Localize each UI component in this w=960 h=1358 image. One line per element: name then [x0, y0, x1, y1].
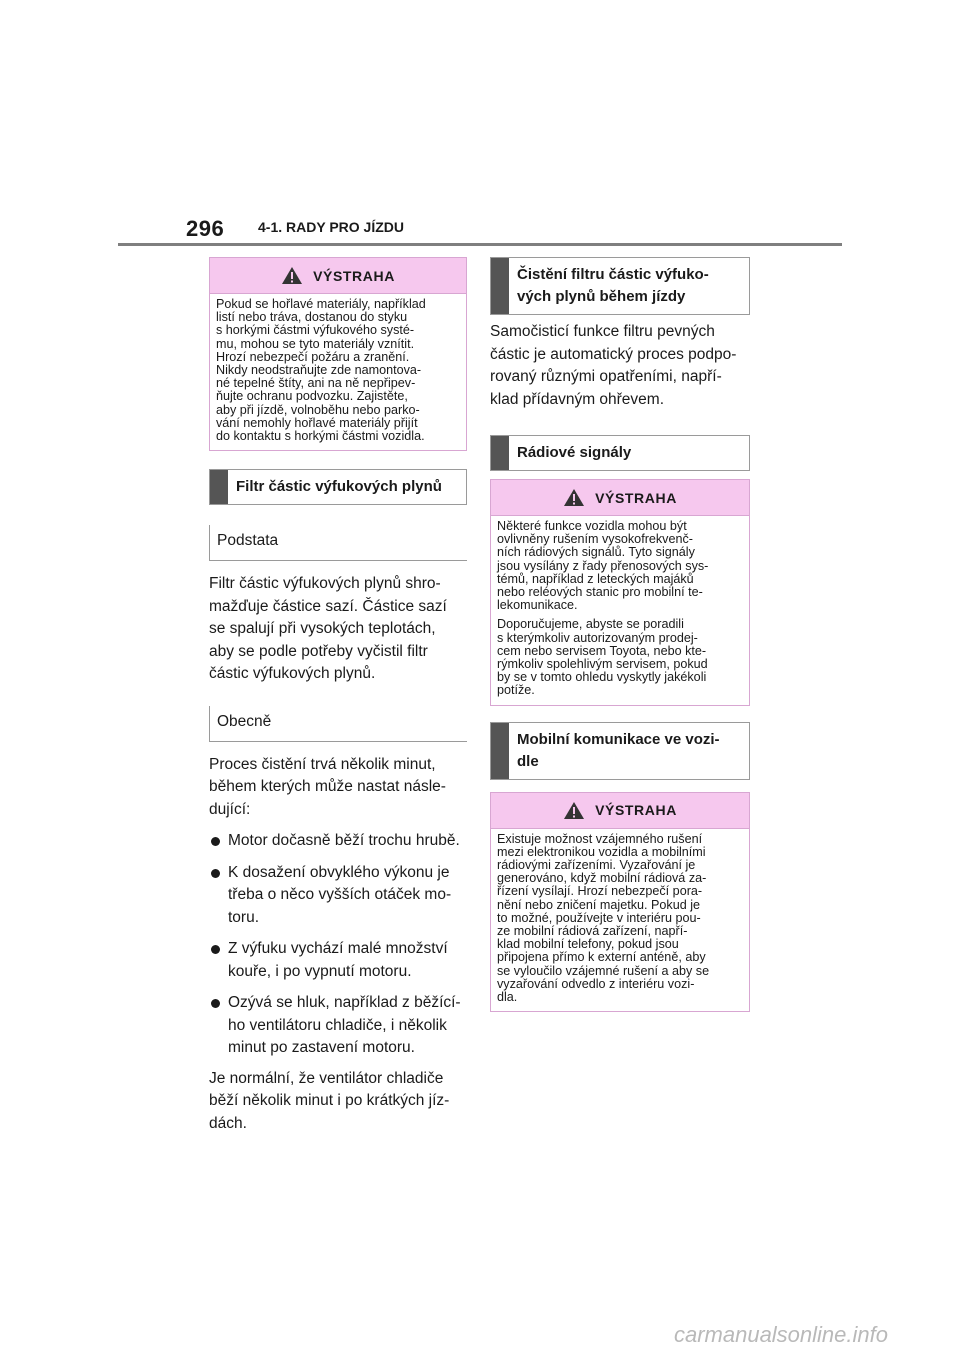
warning-box-mobile [490, 792, 750, 1013]
section-heading-text: Mobilní komunikace ve vozi- dle [517, 730, 720, 770]
right-column [490, 257, 750, 1012]
warning-title: VÝSTRAHA [595, 802, 677, 819]
paragraph-obecne: Proces čistění trvá několik minut, během kterých může nastat násle- dující: [209, 755, 446, 818]
list-item: K dosažení obvyklého výkonu je třeba o něco vyšších otáček mo- toru. [209, 862, 467, 930]
list-item: Ozývá se hluk, například z běžící- ho ventilátoru chladiče, i několik minut po zastavení motoru. [209, 992, 467, 1060]
warning-box-radio [490, 479, 750, 706]
warning-triangle-icon [563, 801, 585, 820]
section-heading-text: Filtr částic výfukových plynů [236, 478, 442, 496]
bullet-icon [211, 945, 220, 954]
list-item: Motor dočasně běží trochu hrubě. [209, 830, 467, 853]
warning-header [491, 793, 749, 829]
warning-header [210, 258, 466, 294]
section-heading-text: Rádiové signály [517, 444, 632, 461]
warning-title: VÝSTRAHA [595, 489, 677, 506]
paragraph-ventilator: Je normální, že ventilátor chladiče běží několik minut i po krátkých jíz- dách. [209, 1069, 450, 1132]
warning-text [210, 294, 466, 450]
bullet-list [209, 830, 467, 1060]
section-heading-cleaning [490, 257, 750, 315]
bullet-icon [211, 837, 220, 846]
bullet-icon [211, 999, 220, 1008]
section-heading-text: Čistění filtru částic výfuko- vých plynů během jízdy [517, 266, 709, 305]
warning-paragraph: Doporučujeme, abyste se poradili s kterýmkoliv autorizovaným prodej- cem nebo servisem Toyota, nebo kte- rýmkoliv spolehlivým servisem, pokud by se v tomto ohledu vyskytly jakékoli potíže. [497, 617, 708, 698]
section-heading-mobile [490, 722, 750, 780]
warning-paragraph: Existuje možnost vzájemného rušení mezi elektronikou vozidla a mobilními rádiovými zařízeními. Vyzařování je generováno, když mobilní rádiová za- řízení vysílají. Hrozí nebezpečí pora- nění nebo zničení majetku. Pokud je to možné, používejte v interiéru pou- ze mobilní rádiová zařízení, napří- klad mobilní telefony, pokud jsou připojena přímo k externí anténě, aby se vyloučilo vzájemné rušení a aby se vyzařování odvedlo z interiéru vozi- dla. [497, 831, 710, 1005]
warning-text [491, 516, 749, 705]
warning-header [491, 480, 749, 516]
subheading-obecne: Obecně [209, 706, 467, 742]
section-title: 4-1. RADY PRO JÍZDU [258, 219, 404, 235]
section-heading-dpf [209, 469, 467, 505]
subheading-podstata: Podstata [209, 525, 467, 561]
paragraph-cleaning: Samočisticí funkce filtru pevných částic je automatický proces podpo- rovaný různými opatřeními, napří- klad přídavným ohřevem. [490, 323, 737, 408]
left-column [209, 257, 467, 1135]
bullet-icon [211, 869, 220, 878]
section-heading-radio [490, 435, 750, 471]
page-number: 296 [186, 216, 225, 241]
watermark-text: carmanualsonline.info [673, 1322, 888, 1347]
warning-title: VÝSTRAHA [313, 267, 395, 284]
header-rule [118, 243, 842, 246]
paragraph-podstata: Filtr částic výfukových plynů shro- mažďuje částice sazí. Částice sazí se spalují při vysokých teplotách, aby se podle potřeby vyčistil filtr částic výfukových plynů. [209, 575, 447, 683]
warning-text [491, 829, 749, 1012]
warning-paragraph: Pokud se hořlavé materiály, například listí nebo tráva, dostanou do styku s horkými částmi výfukového systé- mu, mohou se tyto materiály vznítit. Hrozí nebezpečí požáru a zranění. Nikdy neodstraňujte zde namontova- né tepelné štíty, ani na ně nepřipev- ňujte ochranu podvozku. Zajistěte, aby při jízdě, volnoběhu nebo parko- vání nemohly hořlavé materiály přijít do kontaktu s horkými částmi vozidla. [216, 297, 426, 444]
warning-triangle-icon [563, 488, 585, 507]
warning-paragraph: Některé funkce vozidla mohou být ovlivněny rušením vysokofrekvenč- ních rádiových signálů. Tyto signály jsou vysílány z řady přenosových sys- témů, například z leteckých majáků nebo reléových stanic pro mobilní te- lekomunikace. [497, 519, 709, 613]
warning-triangle-icon [281, 266, 303, 285]
list-item: Z výfuku vychází malé množství kouře, i po vypnutí motoru. [209, 938, 467, 983]
warning-box-fire [209, 257, 467, 451]
